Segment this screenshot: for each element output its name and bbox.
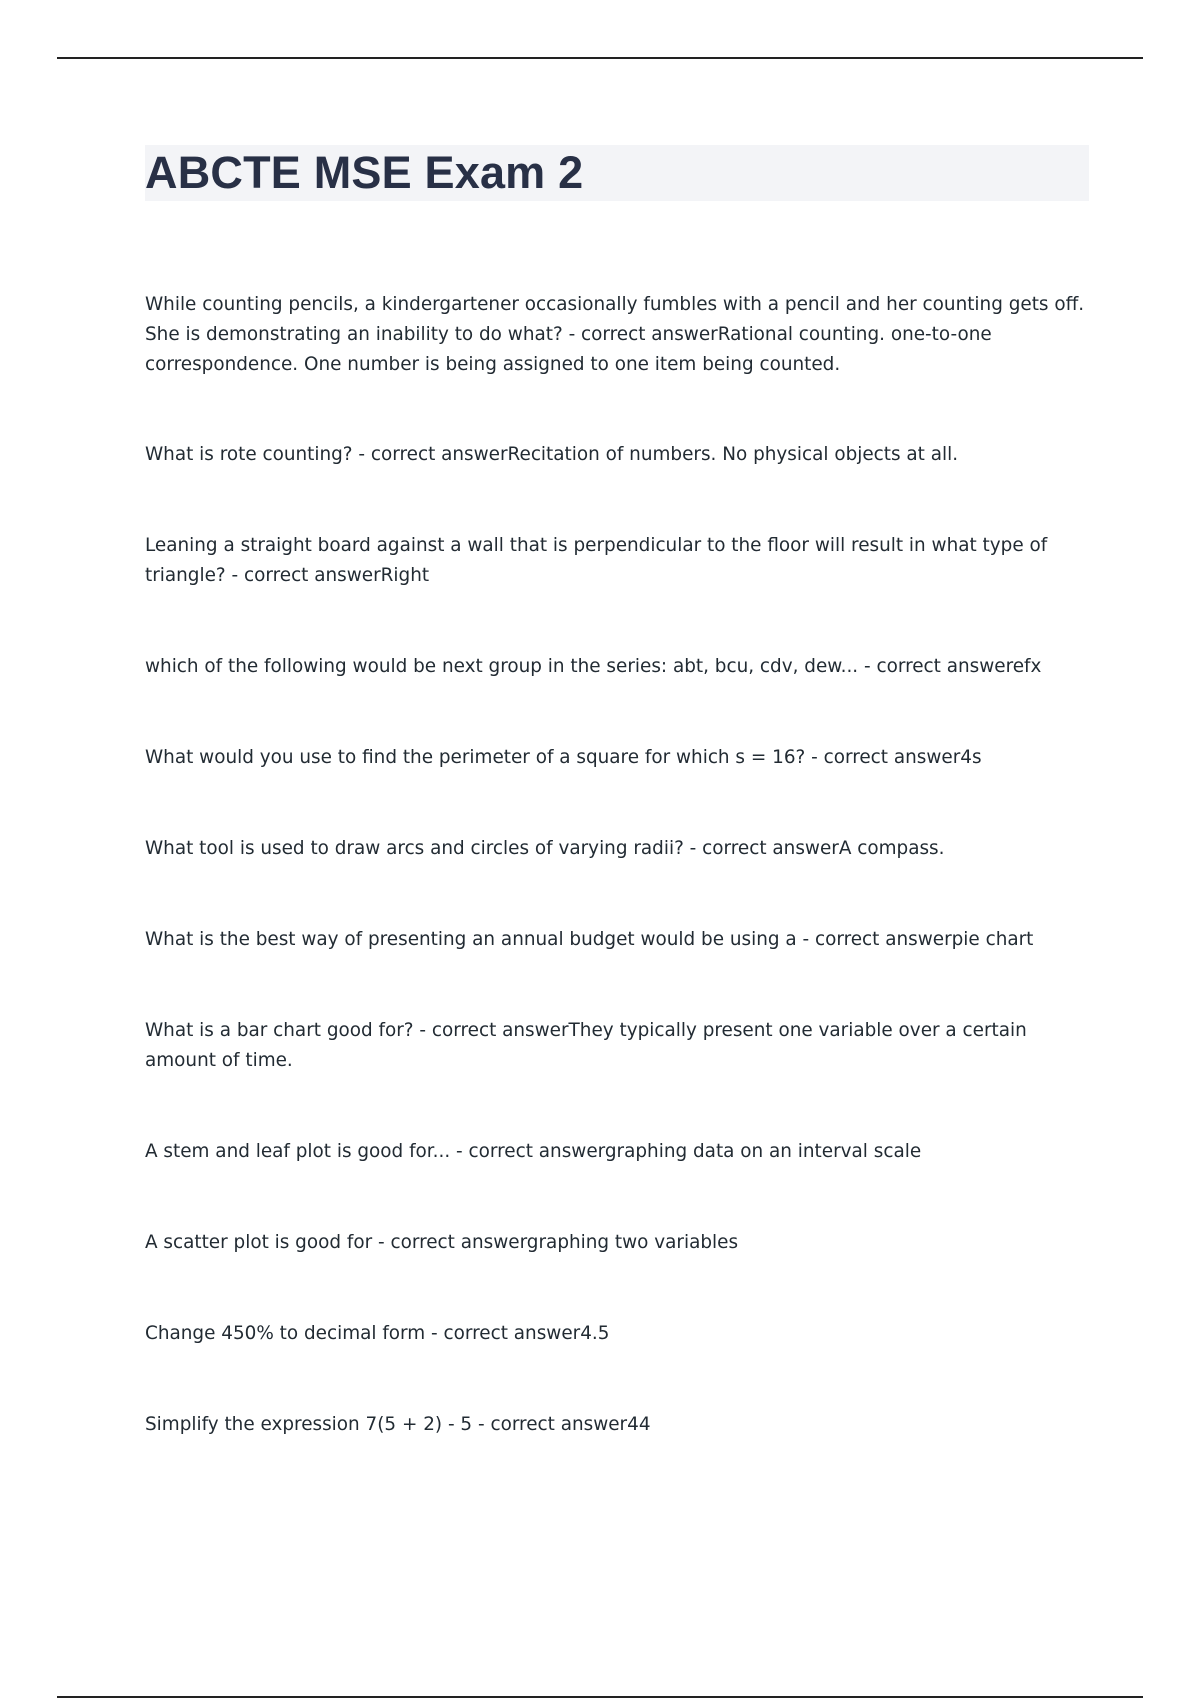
qa-item: While counting pencils, a kindergartener occasionally fumbles with a pencil and her counting gets off. She is demonstrating an inability to do what? - correct answerRational counting. one-to-one correspondence. One number is being assigned to one item being counted. <box>145 294 1085 375</box>
qa-item: What tool is used to draw arcs and circles of varying radii? - correct answerA compass. <box>145 838 945 859</box>
qa-item: Change 450% to decimal form - correct answer4.5 <box>145 1323 610 1344</box>
qa-item: What is a bar chart good for? - correct answerThey typically present one variable over a certain amount of time. <box>145 1020 1027 1071</box>
qa-item: Simplify the expression 7(5 + 2) - 5 - correct answer44 <box>145 1414 651 1435</box>
bottom-divider <box>57 1696 1143 1698</box>
qa-item: A scatter plot is good for - correct answergraphing two variables <box>145 1232 739 1253</box>
page-title: ABCTE MSE Exam 2 <box>145 147 584 198</box>
qa-item: A stem and leaf plot is good for... - correct answergraphing data on an interval scale <box>145 1141 922 1162</box>
qa-item: which of the following would be next group in the series: abt, bcu, cdv, dew... - correct answerefx <box>145 656 1042 677</box>
qa-item: What would you use to find the perimeter of a square for which s = 16? - correct answer4s <box>145 747 982 768</box>
qa-item: Leaning a straight board against a wall that is perpendicular to the floor will result in what type of triangle? - correct answerRight <box>145 535 1048 586</box>
qa-item: What is the best way of presenting an annual budget would be using a - correct answerpie chart <box>145 929 1034 950</box>
title-band <box>145 145 1089 201</box>
top-divider <box>57 57 1143 59</box>
question-answer-list <box>145 290 1085 1501</box>
qa-item: What is rote counting? - correct answerRecitation of numbers. No physical objects at all. <box>145 444 959 465</box>
